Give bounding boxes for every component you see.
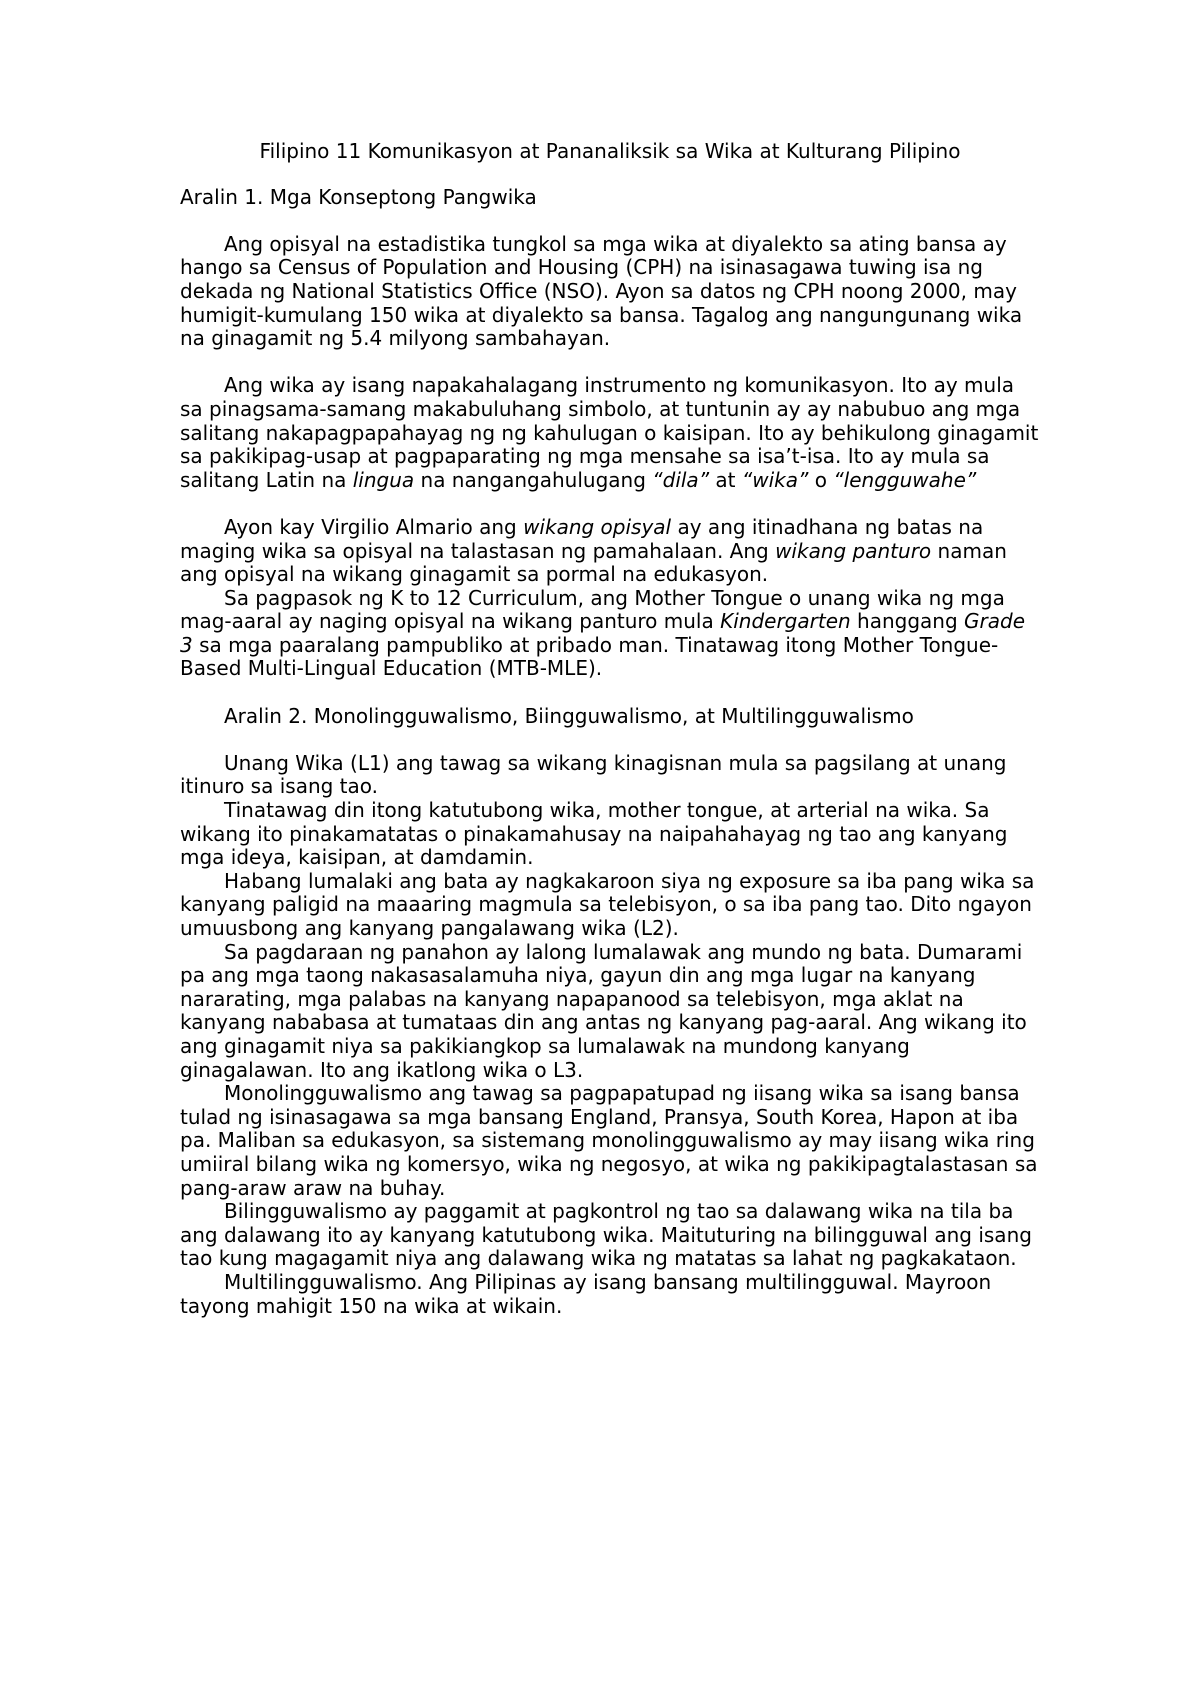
paragraph-text: ay ang itinadhana ng batas na maging wika sa opisyal na talastasan ng pamahalaan. Ang: [180, 514, 984, 563]
paragraph-wika-instrumento: [180, 374, 1040, 492]
paragraph-text: at: [709, 467, 742, 492]
paragraph-multilingguwalismo: Multilingguwalismo. Ang Pilipinas ay isang bansang multilingguwal. Mayroon tayong mahigit 150 na wika at wikain.: [180, 1269, 992, 1318]
paragraph-text: sa mga paaralang pampubliko at pribado man. Tinatawag itong Mother Tongue-Based Multi-Lingual Education (MTB-MLE).: [180, 632, 999, 681]
italic-term-grade-3: Grade 3: [180, 609, 1026, 657]
italic-term-wikang-panturo: wikang panturo: [775, 538, 932, 563]
italic-term-wikang-opisyal: wikang opisyal: [523, 514, 672, 539]
document-page: [180, 140, 1040, 1318]
paragraph-text: naman ang opisyal na wikang ginagamit sa pormal na edukasyon.: [180, 538, 1007, 587]
italic-term-kindergarten: Kindergarten: [720, 609, 851, 634]
paragraph-unang-wika: Unang Wika (L1) ang tawag sa wikang kinagisnan mula sa pagsilang at unang itinuro sa isang tao.: [180, 750, 1007, 799]
italic-term-dila: “dila”: [652, 467, 710, 492]
aralin-1-heading: Aralin 1. Mga Konseptong Pangwika: [180, 184, 537, 209]
italic-term-wika: “wika”: [741, 467, 809, 492]
aralin-2-heading: Aralin 2. Monolingguwalismo, Biingguwalismo, at Multilingguwalismo: [224, 703, 914, 728]
paragraph-pangalawang-wika: Habang lumalaki ang bata ay nagkakaroon siya ng exposure sa iba pang wika sa kanyang paligid na maaaring magmula sa telebisyon, o sa iba pang tao. Dito ngayon umuusbong ang kanyang pangalawang wika (L2).: [180, 868, 1035, 940]
document-title: Filipino 11 Komunikasyon at Pananaliksik sa Wika at Kulturang Pilipino: [259, 139, 961, 163]
paragraph-estadistika: Ang opisyal na estadistika tungkol sa mga wika at diyalekto sa ating bansa ay hango sa Census of Population and Housing (CPH) na isinasagawa tuwing isa ng dekada ng National Statistics Office (NSO). Ayon sa datos ng CPH noong 2000, may humigit-kumulang 150 wika at diyalekto sa bansa. Tagalog ang nangungunang wika na ginagamit ng 5.4 milyong sambahayan.: [180, 231, 1023, 351]
paragraph-bilingguwalismo: Bilingguwalismo ay paggamit at pagkontrol ng tao sa dalawang wika na tila ba ang dalawang ito ay kanyang katutubong wika. Maituturing na bilingguwal ang isang tao kung magagamit niya ang dalawang wika ng matatas sa lahat ng pagkakataon.: [180, 1199, 1032, 1271]
paragraph-text: o: [808, 467, 834, 492]
paragraph-text: Ayon kay Virgilio Almario ang: [224, 514, 524, 539]
italic-term-lingua: lingua: [352, 467, 415, 492]
paragraph-text: na nangangahulugang: [414, 467, 653, 492]
paragraph-text: Sa pagpasok ng K to 12 Curriculum, ang Mother Tongue o unang wika ng mga mag-aaral ay naging opisyal na wikang panturo mula: [180, 585, 1005, 634]
paragraph-text: hanggang: [850, 609, 965, 634]
paragraph-wikang-opisyal: [180, 516, 1040, 587]
paragraph-k-to-12: [180, 587, 1040, 681]
paragraph-text: Ang wika ay isang napakahalagang instrumento ng komunikasyon. Ito ay mula sa pinagsama-samang makabuluhang simbolo, at tuntunin ay ay nabubuo ang mga salitang nakapagpapahayag ng ng kahulugan o kaisipan. Ito ay behikulong ginagamit sa pakikipag-usap at pagpaparating ng mga mensahe sa isa’t-isa. Ito ay mula sa salitang Latin na: [180, 373, 1039, 492]
paragraph-monolingguwalismo: Monolingguwalismo ang tawag sa pagpapatupad ng iisang wika sa isang bansa tulad ng isinasagawa sa mga bansang England, Pransya, South Korea, Hapon at iba pa. Maliban sa edukasyon, sa sistemang monolingguwalismo ay may iisang wika ring umiiral bilang wika ng komersyo, wika ng negosyo, at wika ng pakikipagtalastasan sa pang-araw araw na buhay.: [180, 1081, 1038, 1200]
italic-term-lengguwahe: “lengguwahe”: [833, 467, 977, 492]
paragraph-ikatlong-wika: Sa pagdaraan ng panahon ay lalong lumalawak ang mundo ng bata. Dumarami pa ang mga taong nakasasalamuha niya, gayun din ang mga lugar na kanyang nararating, mga palabas na kanyang napapanood sa telebisyon, mga aklat na kanyang nababasa at tumataas din ang antas ng kanyang pag-aaral. Ang wikang ito ang ginagamit niya sa pakikiangkop sa lumalawak na mundong kanyang ginagalawan. Ito ang ikatlong wika o L3.: [180, 939, 1027, 1082]
paragraph-katutubong-wika: Tinatawag din itong katutubong wika, mother tongue, at arterial na wika. Sa wikang ito pinakamatatas o pinakamahusay na naipahahayag ng tao ang kanyang mga ideya, kaisipan, at damdamin.: [180, 798, 1008, 870]
